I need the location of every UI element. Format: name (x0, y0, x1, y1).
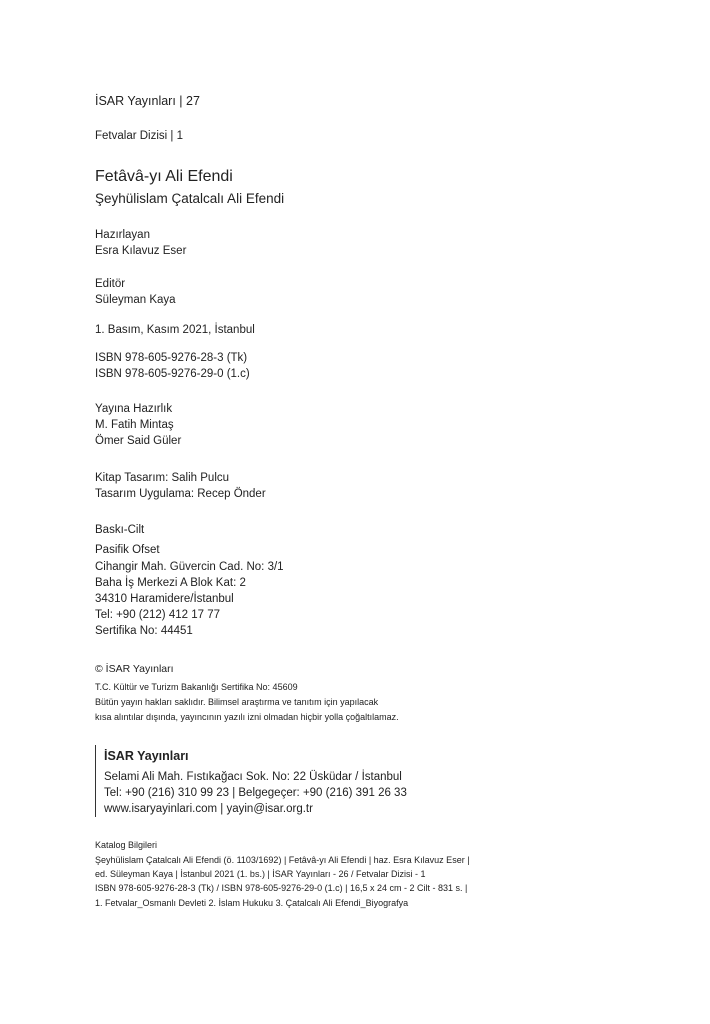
editor-label: Editör (95, 278, 126, 290)
catalog-label: Katalog Bilgileri (95, 840, 158, 850)
book-subtitle: Şeyhülislam Çatalcalı Ali Efendi (95, 191, 285, 206)
prep-name: M. Fatih Mintaş (95, 419, 174, 431)
copyright-note: T.C. Kültür ve Turizm Bakanlığı Sertifika No: 45609 (95, 682, 298, 692)
preparer-name: Esra Kılavuz Eser (95, 245, 187, 257)
edition-line: 1. Basım, Kasım 2021, İstanbul (95, 324, 255, 336)
print-label: Baskı-Cilt (95, 524, 145, 536)
subseries-line: Fetvalar Dizisi | 1 (95, 130, 183, 142)
copyright-note: kısa alıntılar dışında, yayıncının yazılı izni olmadan hiçbir yolla çoğaltılamaz. (95, 712, 399, 722)
catalog-line: ed. Süleyman Kaya | İstanbul 2021 (1. bs.) | İSAR Yayınları - 26 / Fetvalar Dizisi - 1 (95, 869, 426, 879)
prep-name: Ömer Said Güler (95, 435, 182, 447)
catalog-line: 1. Fetvalar_Osmanlı Devleti 2. İslam Hukuku 3. Çatalcalı Ali Efendi_Biyografya (95, 898, 409, 908)
publisher-divider (95, 745, 96, 817)
copyright-note: Bütün yayın hakları saklıdır. Bilimsel araştırma ve tanıtım için yapılacak (95, 697, 379, 707)
printer-line: 34310 Haramidere/İstanbul (95, 593, 234, 605)
publisher-name: İSAR Yayınları (104, 749, 189, 763)
printer-line: Sertifika No: 44451 (95, 625, 193, 637)
isbn-line: ISBN 978-605-9276-29-0 (1.c) (95, 368, 250, 380)
printer-line: Pasifik Ofset (95, 544, 160, 556)
publisher-phone: Tel: +90 (216) 310 99 23 | Belgegeçer: +90 (216) 391 26 33 (104, 787, 407, 799)
publisher-address: Selami Ali Mah. Fıstıkağacı Sok. No: 22 Üsküdar / İstanbul (104, 771, 402, 783)
publisher-web: www.isaryayinlari.com | yayin@isar.org.tr (104, 803, 313, 815)
printer-line: Baha İş Merkezi A Blok Kat: 2 (95, 577, 246, 589)
design-credit: Kitap Tasarım: Salih Pulcu (95, 472, 230, 484)
printer-line: Tel: +90 (212) 412 17 77 (95, 609, 220, 621)
prep-label: Yayına Hazırlık (95, 403, 173, 415)
catalog-line: Şeyhülislam Çatalcalı Ali Efendi (ö. 1103/1692) | Fetâvâ-yı Ali Efendi | haz. Esra Kılavuz Eser | (95, 855, 470, 865)
preparer-label: Hazırlayan (95, 229, 150, 241)
design-credit: Tasarım Uygulama: Recep Önder (95, 488, 266, 500)
copyright-line: © İSAR Yayınları (95, 663, 174, 675)
isbn-line: ISBN 978-605-9276-28-3 (Tk) (95, 352, 248, 364)
book-title: Fetâvâ-yı Ali Efendi (95, 168, 233, 185)
series-line: İSAR Yayınları | 27 (95, 94, 200, 108)
editor-name: Süleyman Kaya (95, 294, 176, 306)
printer-line: Cihangir Mah. Güvercin Cad. No: 3/1 (95, 561, 284, 573)
catalog-line: ISBN 978-605-9276-28-3 (Tk) / ISBN 978-605-9276-29-0 (1.c) | 16,5 x 24 cm - 2 Cilt - 831 s. | (95, 883, 468, 893)
